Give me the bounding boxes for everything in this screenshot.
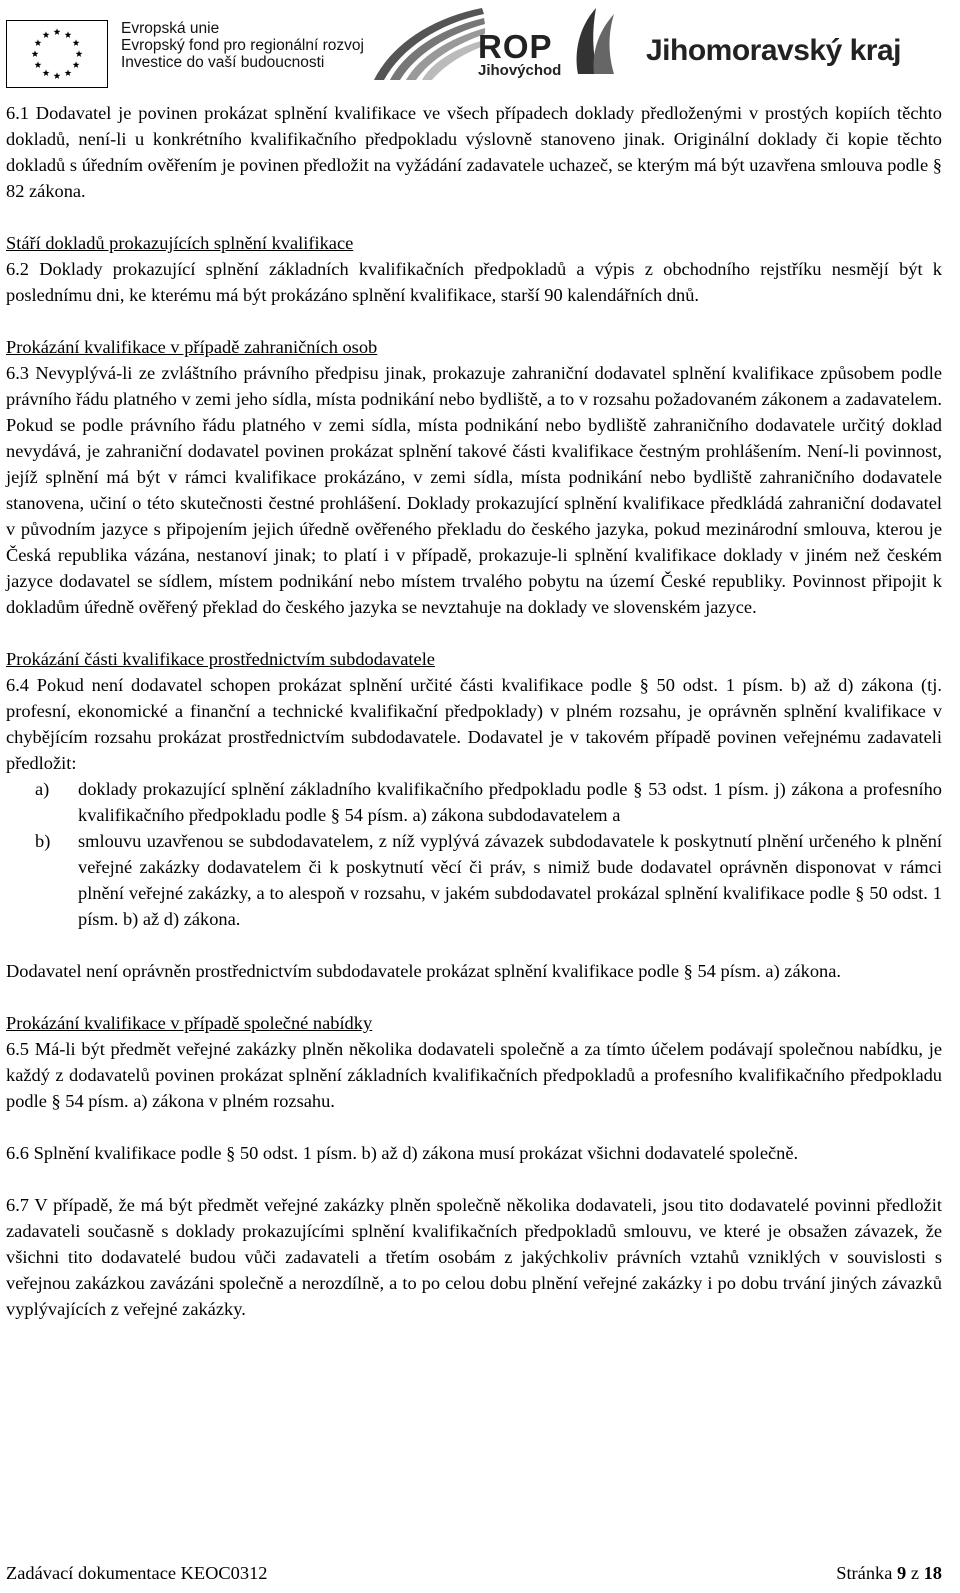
paragraph-6-6: 6.6 Splnění kvalifikace podle § 50 odst. 1 písm. b) až d) zákona musí prokázat všichni dodavatelé společně. <box>6 1143 799 1163</box>
paragraph-6-1: 6.1 Dodavatel je povinen prokázat splnění kvalifikace ve všech případech doklady předloženými v prostých kopiích těchto dokladů, není-li u konkrétního kvalifikačního předpokladu výslovně stanoveno jinak. Originální doklady či kopie těchto dokladů s úředním ověřením je povinen předložit na vyžádání zadavatele uchazeč, se kterým má být uzavřena smlouva podle § 82 zákona. <box>6 103 942 201</box>
eu-line-1: Evropská unie <box>121 20 220 37</box>
document-body <box>6 100 942 1322</box>
list-marker: b) <box>35 831 51 851</box>
page-header <box>0 0 960 90</box>
region-emblem-logo <box>570 4 620 76</box>
rop-subtitle: Jihovýchod <box>478 62 562 79</box>
eu-text <box>121 20 364 71</box>
heading-joint-bid: Prokázání kvalifikace v případě společné nabídky <box>6 1013 373 1033</box>
paragraph-6-5: 6.5 Má-li být předmět veřejné zakázky plněn několika dodavateli společně a za tímto účelem podávají společnou nabídku, je každý z dodavatelů povinen prokázat splnění základních kvalifikačních předpokladů a profesního kvalifikačního předpokladu podle § 54 písm. a) zákona v plném rozsahu. <box>6 1039 942 1111</box>
heading-subcontractor: Prokázání části kvalifikace prostřednictvím subdodavatele <box>6 649 435 669</box>
list-item <box>6 828 942 932</box>
footer-document-name: Zadávací dokumentace KEOC0312 <box>6 1563 268 1583</box>
list-item <box>6 776 942 828</box>
page-of: z <box>910 1563 919 1583</box>
eu-flag-logo <box>6 20 108 88</box>
heading-foreign-persons: Prokázání kvalifikace v případě zahraničních osob <box>6 337 378 357</box>
total-pages: 18 <box>923 1563 942 1583</box>
paragraph-subcontractor-note: Dodavatel není oprávněn prostřednictvím subdodavatele prokázat splnění kvalifikace podle § 54 písm. a) zákona. <box>6 961 841 981</box>
heading-document-age: Stáří dokladů prokazujících splnění kvalifikace <box>6 233 354 253</box>
eu-line-3: Investice do vaší budoucnosti <box>121 54 325 71</box>
list-marker: a) <box>35 779 50 799</box>
footer-page-number <box>836 1560 942 1586</box>
paragraph-6-7: 6.7 V případě, že má být předmět veřejné zakázky plněn společně několika dodavateli, jsou tito dodavatelé povinni předložit zadavateli současně s doklady prokazujícími splnění kvalifikačních předpokladů smlouvu, ve které je obsažen závazek, že všichni tito dodavatelé budou vůči zadavateli a třetím osobám z jakýchkoliv právních vztahů vzniklých v souvislosti s veřejnou zakázkou zavázáni společně a nerozdílně, a to po celou dobu plnění veřejné zakázky i po dobu trvání jiných závazků vyplývajících z veřejné zakázky. <box>6 1195 942 1319</box>
eu-line-2: Evropský fond pro regionální rozvoj <box>121 37 364 54</box>
paragraph-6-3: 6.3 Nevyplývá-li ze zvláštního právního předpisu jinak, prokazuje zahraniční dodavatel splnění kvalifikace způsobem podle právního řádu platného v zemi jeho sídla, místa podnikání nebo bydliště, a to v rozsahu požadovaném zákonem a zadavatelem. Pokud se podle právního řádu platného v zemi sídla, místa podnikání nebo bydliště zahraničního dodavatele určitý doklad nevydává, je zahraniční dodavatel povinen prokázat splnění takové části kvalifikace čestným prohlášením. Není-li povinnost, jejíž splnění má být v rámci kvalifikace prokázáno, v zemi sídla, místa podnikání nebo bydliště zahraničního dodavatele stanovena, učiní o této skutečnosti čestné prohlášení. Doklady prokazující splnění kvalifikace předkládá zahraniční dodavatel v původním jazyce s připojením jejich úředně ověřeného překladu do českého jazyka, pokud mezinárodní smlouva, kterou je Česká republika vázána, nestanoví jinak; to platí i v případě, prokazuje-li splnění kvalifikace doklady v jiném než českém jazyce dodavatel se sídlem, místem podnikání nebo místem trvalého pobytu na území České republiky. Povinnost připojit k dokladům úředně ověřený překlad do českého jazyka se nevztahuje na doklady ve slovenském jazyce. <box>6 363 942 617</box>
current-page: 9 <box>897 1563 907 1583</box>
page-label: Stránka <box>836 1563 893 1583</box>
region-title: Jihomoravský kraj <box>646 34 901 67</box>
rop-title: ROP <box>478 28 553 65</box>
paragraph-6-4: 6.4 Pokud není dodavatel schopen prokázat splnění určité části kvalifikace podle § 50 odst. 1 písm. b) až d) zákona (tj. profesní, ekonomické a finanční a technické kvalifikační předpoklady) v plném rozsahu, je oprávněn splnění kvalifikace v chybějícím rozsahu prokázat prostřednictvím subdodavatele. Dodavatel je v takovém případě povinen veřejnému zadavateli předložit: <box>6 675 942 773</box>
list-item-text: smlouvu uzavřenou se subdodavatelem, z níž vyplývá závazek subdodavatele k poskytnutí plnění určeného k plnění veřejné zakázky dodavatelem či k poskytnutí věcí či práv, s nimiž bude dodavatel oprávněn disponovat v rámci plnění veřejné zakázky, a to alespoň v rozsahu, v jakém subdodavatel prokázal splnění kvalifikace podle § 50 odst. 1 písm. b) až d) zákona. <box>78 831 942 929</box>
paragraph-6-2: 6.2 Doklady prokazující splnění základních kvalifikačních předpokladů a výpis z obchodního rejstříku nesmějí být k poslednímu dni, ke kterému má být prokázáno splnění kvalifikace, starší 90 kalendářních dnů. <box>6 259 942 305</box>
list-item-text: doklady prokazující splnění základního kvalifikačního předpokladu podle § 53 odst. 1 písm. j) zákona a profesního kvalifikačního předpokladu podle § 54 písm. a) zákona subdodavatelem a <box>78 779 942 825</box>
